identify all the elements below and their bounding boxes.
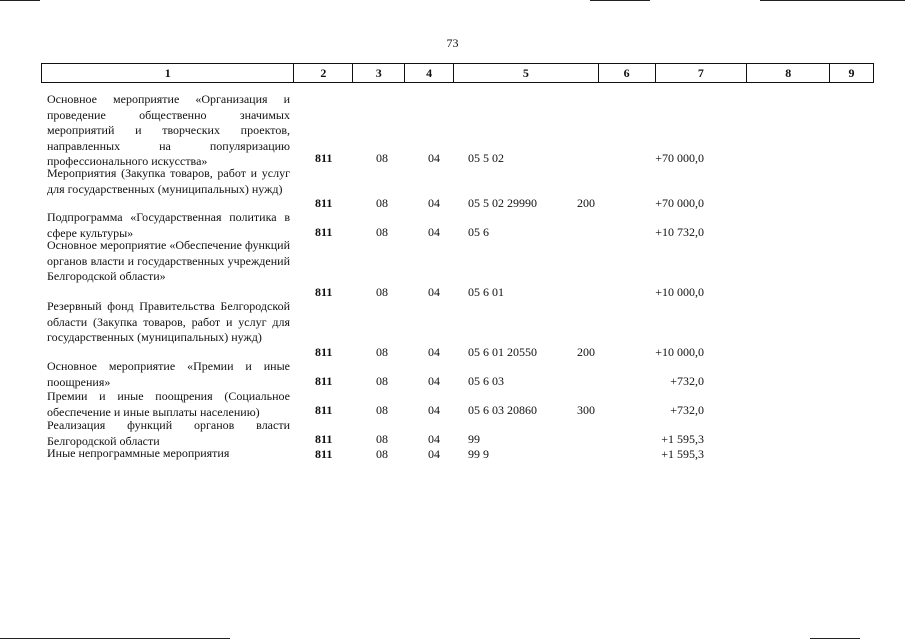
row-target-article: 05 5 02 [468,150,504,165]
header-col-2: 2 [294,64,353,82]
row-section: 08 [376,402,388,417]
table-row [0,90,905,166]
header-col-1: 1 [42,64,294,82]
row-description: Подпрограмма «Государственная политика в сфере культуры» [47,210,290,240]
row-target-article: 99 [468,431,480,446]
table-row [0,389,905,418]
row-expense-type: 300 [577,402,595,417]
table-row [0,211,905,240]
row-amount: +10 000,0 [655,344,704,359]
row-amount: +1 595,3 [661,446,704,461]
row-amount: +10 000,0 [655,284,704,299]
row-expense-type: 200 [577,344,595,359]
table-row [0,418,905,447]
scan-edge-bottom-left [0,638,230,639]
page-number: 73 [446,36,459,50]
row-subsection: 04 [428,373,440,388]
row-description: Премии и иные поощрения (Социальное обеспечение и иные выплаты населению) [47,389,290,419]
row-description: Основное мероприятие «Обеспечение функций органов власти и государственных учреждений Белгородской области» [47,238,290,283]
row-target-article: 05 5 02 29990 [468,195,537,210]
row-subsection: 04 [428,446,440,461]
row-amount: +70 000,0 [655,195,704,210]
row-code-ministry: 811 [315,195,333,210]
row-amount: +732,0 [670,402,704,417]
row-target-article: 05 6 [468,224,489,239]
row-target-article: 05 6 01 20550 [468,344,537,359]
row-amount: +70 000,0 [655,150,704,165]
row-description: Реализация функций органов власти Белгородской области [47,418,290,448]
header-col-9: 9 [848,65,855,80]
row-section: 08 [376,373,388,388]
row-subsection: 04 [428,150,440,165]
row-section: 08 [376,195,388,210]
row-description: Мероприятия (Закупка товаров, работ и услуг для государственных (муниципальных) нужд) [47,166,290,196]
row-section: 08 [376,224,388,239]
row-target-article: 99 9 [468,446,489,461]
row-section: 08 [376,150,388,165]
scan-edge-top-left [0,0,40,1]
row-amount: +1 595,3 [661,431,704,446]
row-code-ministry: 811 [315,224,333,239]
row-subsection: 04 [428,284,440,299]
header-col-7: 7 [656,64,748,82]
row-code-ministry: 811 [315,150,333,165]
table-row [0,166,905,211]
row-subsection: 04 [428,431,440,446]
row-description: Иные непрограммные мероприятия [47,446,230,460]
scan-edge-top-right [760,0,905,1]
header-col-6: 6 [599,64,656,82]
row-target-article: 05 6 03 20860 [468,402,537,417]
header-col-3: 3 [353,64,405,82]
row-description: Резервный фонд Правительства Белгородской области (Закупка товаров, работ и услуг для государственных (муниципальных) нужд) [47,299,290,344]
row-code-ministry: 811 [315,431,333,446]
row-code-ministry: 811 [315,284,333,299]
row-subsection: 04 [428,224,440,239]
row-description: Основное мероприятие «Организация и проведение общественно значимых мероприятий и творческих проектов, направленных на популяризацию профессионального искусства» [47,92,290,168]
table-header [41,63,874,83]
header-col-8: 8 [747,64,830,82]
row-target-article: 05 6 01 [468,284,504,299]
header-col-5: 5 [454,64,599,82]
row-section: 08 [376,446,388,461]
row-code-ministry: 811 [315,373,333,388]
row-target-article: 05 6 03 [468,373,504,388]
scan-edge-top-mid [590,0,650,1]
table-row [0,360,905,389]
row-description: Основное мероприятие «Премии и иные поощрения» [47,359,290,389]
table-row [0,240,905,300]
row-section: 08 [376,431,388,446]
header-col-4: 4 [405,64,454,82]
row-subsection: 04 [428,344,440,359]
row-amount: +732,0 [670,373,704,388]
table-row [0,447,905,462]
row-amount: +10 732,0 [655,224,704,239]
row-subsection: 04 [428,402,440,417]
row-code-ministry: 811 [315,402,333,417]
row-section: 08 [376,284,388,299]
row-subsection: 04 [428,195,440,210]
row-code-ministry: 811 [315,344,333,359]
table-row [0,300,905,360]
row-expense-type: 200 [577,195,595,210]
row-code-ministry: 811 [315,446,333,461]
scan-edge-bottom-right [810,638,860,639]
row-section: 08 [376,344,388,359]
